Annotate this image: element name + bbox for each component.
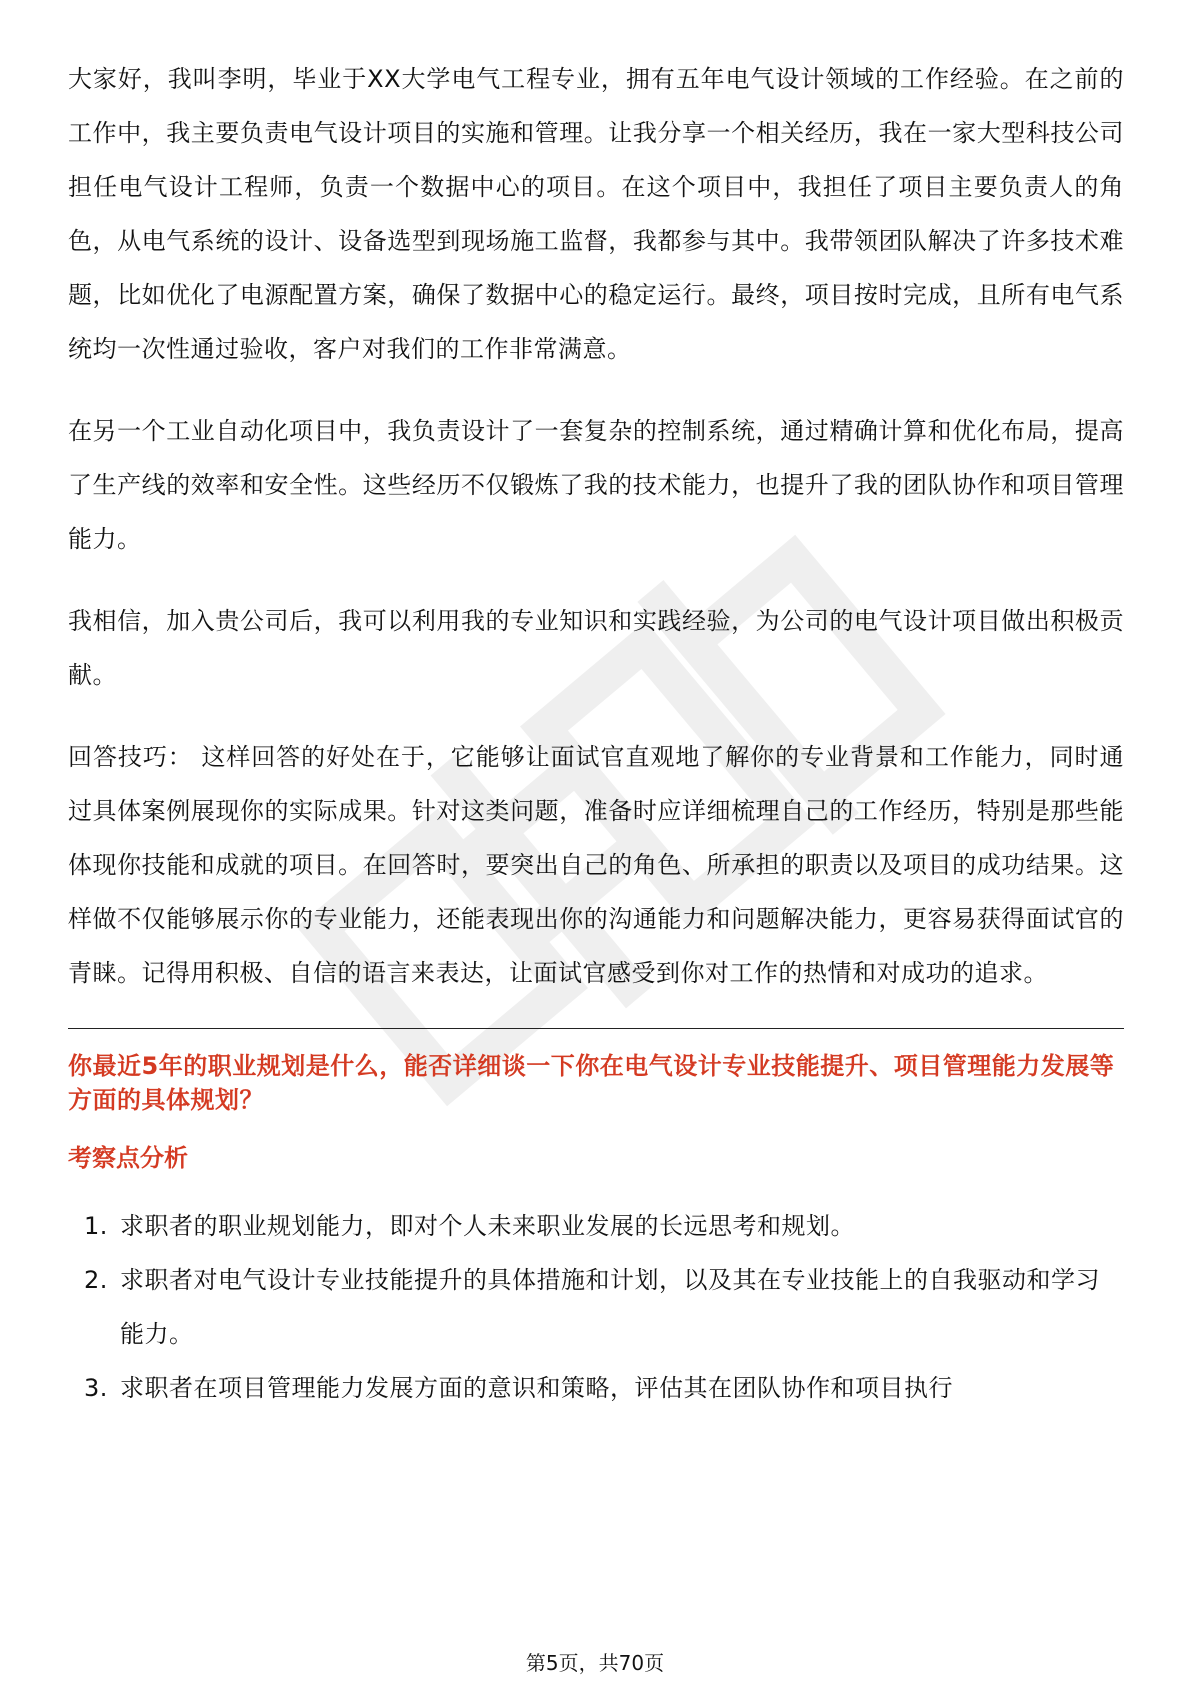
content-area (68, 52, 1124, 1415)
analysis-heading: 考察点分析 (68, 1144, 188, 1172)
list-item (68, 1199, 1124, 1253)
list-item-number: 2. (84, 1266, 108, 1294)
answer-paragraph-1: 大家好，我叫李明，毕业于XX大学电气工程专业，拥有五年电气设计领域的工作经验。在之前的工作中，我主要负责电气设计项目的实施和管理。让我分享一个相关经历，我在一家大型科技公司担任电气设计工程师，负责一个数据中心的项目。在这个项目中，我担任了项目主要负责人的角色，从电气系统的设计、设备选型到现场施工监督，我都参与其中。我带领团队解决了许多技术难题，比如优化了电源配置方案，确保了数据中心的稳定运行。最终，项目按时完成，且所有电气系统均一次性通过验收，客户对我们的工作非常满意。 (68, 65, 1124, 363)
answer-paragraph-2: 在另一个工业自动化项目中，我负责设计了一套复杂的控制系统，通过精确计算和优化布局，提高了生产线的效率和安全性。这些经历不仅锻炼了我的技术能力，也提升了我的团队协作和项目管理能力。 (68, 417, 1124, 553)
section-divider (68, 1028, 1124, 1029)
analysis-points-list (68, 1199, 1124, 1415)
answer-paragraph-3: 我相信，加入贵公司后，我可以利用我的专业知识和实践经验，为公司的电气设计项目做出积极贡献。 (68, 607, 1124, 689)
page-number-footer: 第5页，共70页 (525, 1651, 665, 1675)
list-item (68, 1361, 1124, 1415)
list-item-text: 求职者的职业规划能力，即对个人未来职业发展的长远思考和规划。 (120, 1212, 855, 1240)
interview-question: 你最近5年的职业规划是什么，能否详细谈一下你在电气设计专业技能提升、项目管理能力发展等方面的具体规划？ (68, 1052, 1115, 1114)
list-item-text: 求职者对电气设计专业技能提升的具体措施和计划，以及其在专业技能上的自我驱动和学习能力。 (120, 1266, 1100, 1348)
answer-tips-paragraph: 回答技巧： 这样回答的好处在于，它能够让面试官直观地了解你的专业背景和工作能力，同时通过具体案例展现你的实际成果。针对这类问题，准备时应详细梳理自己的工作经历，特别是那些能体现你技能和成就的项目。在回答时，要突出自己的角色、所承担的职责以及项目的成功结果。这样做不仅能够展示你的专业能力，还能表现出你的沟通能力和问题解决能力，更容易获得面试官的青睐。记得用积极、自信的语言来表达，让面试官感受到你对工作的热情和对成功的追求。 (68, 743, 1124, 987)
list-item-text: 求职者在项目管理能力发展方面的意识和策略，评估其在团队协作和项目执行 (120, 1374, 953, 1402)
list-item-number: 3. (84, 1374, 108, 1402)
list-item-number: 1. (84, 1212, 108, 1240)
list-item (68, 1253, 1124, 1361)
